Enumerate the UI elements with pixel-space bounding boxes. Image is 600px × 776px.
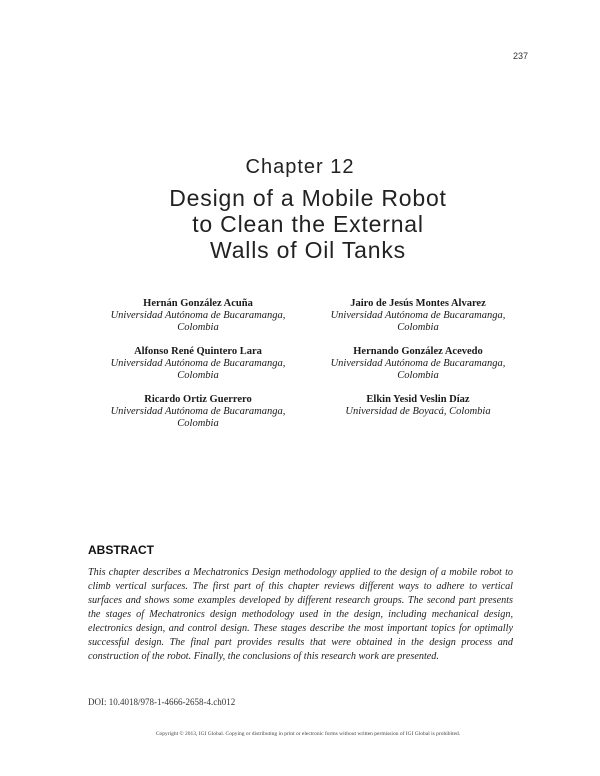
author-name: Hernando González Acevedo — [353, 346, 483, 357]
chapter-title-line: Design of a Mobile Robot — [169, 185, 447, 211]
author-affiliation: Universidad Autónoma de Bucaramanga, — [110, 358, 286, 369]
author-name: Elkin Yesid Veslin Díaz — [366, 394, 470, 405]
author-column-right — [308, 298, 528, 430]
chapter-label: Chapter 12 — [245, 156, 355, 178]
copyright-notice: Copyright © 2013, IGI Global. Copying or distributing in print or electronic forms without written permission of IGI Global is prohibited. — [155, 731, 461, 737]
author-entry — [88, 298, 308, 334]
author-affiliation: Colombia — [177, 418, 219, 429]
author-entry — [308, 298, 528, 334]
doi-link[interactable]: DOI: 10.4018/978-1-4666-2658-4.ch012 — [88, 697, 236, 707]
author-affiliation: Colombia — [177, 370, 219, 381]
page-number: 237 — [512, 51, 528, 61]
author-entry — [308, 346, 528, 382]
author-affiliation: Colombia — [397, 322, 439, 333]
author-name: Hernán González Acuña — [143, 298, 253, 309]
chapter-title-line: to Clean the External — [192, 211, 424, 237]
author-name: Ricardo Ortiz Guerrero — [144, 394, 252, 405]
abstract-text: This chapter describes a Mechatronics Design methodology applied to the design of a mobile robot to climb vertical surfaces. The first part of this chapter reviews different ways to adhere to vertical surfaces and shows some examples developed by different research groups. The second part presents the stages of Mechatronics design methodology used in the design, including mechanical design, electronics design, and control design. These stages describe the most important topics for optimally successful design. The final part provides results that were obtained in the design process and construction of the robot. Finally, the conclusions of this research work are presented. — [88, 567, 513, 662]
author-affiliation: Universidad de Boyacá, Colombia — [345, 406, 491, 417]
abstract-heading: ABSTRACT — [88, 543, 154, 557]
author-entry — [308, 394, 528, 418]
author-affiliation: Universidad Autónoma de Bucaramanga, — [110, 406, 286, 417]
author-entry — [88, 394, 308, 430]
author-entry — [88, 346, 308, 382]
author-column-left — [88, 298, 308, 442]
author-affiliation: Universidad Autónoma de Bucaramanga, — [110, 310, 286, 321]
chapter-title-line: Walls of Oil Tanks — [210, 237, 406, 263]
author-affiliation: Colombia — [397, 370, 439, 381]
author-affiliation: Colombia — [177, 322, 219, 333]
author-affiliation: Universidad Autónoma de Bucaramanga, — [330, 310, 506, 321]
author-name: Jairo de Jesús Montes Alvarez — [350, 298, 486, 309]
author-name: Alfonso René Quintero Lara — [134, 346, 262, 357]
author-affiliation: Universidad Autónoma de Bucaramanga, — [330, 358, 506, 369]
chapter-title — [0, 185, 600, 263]
